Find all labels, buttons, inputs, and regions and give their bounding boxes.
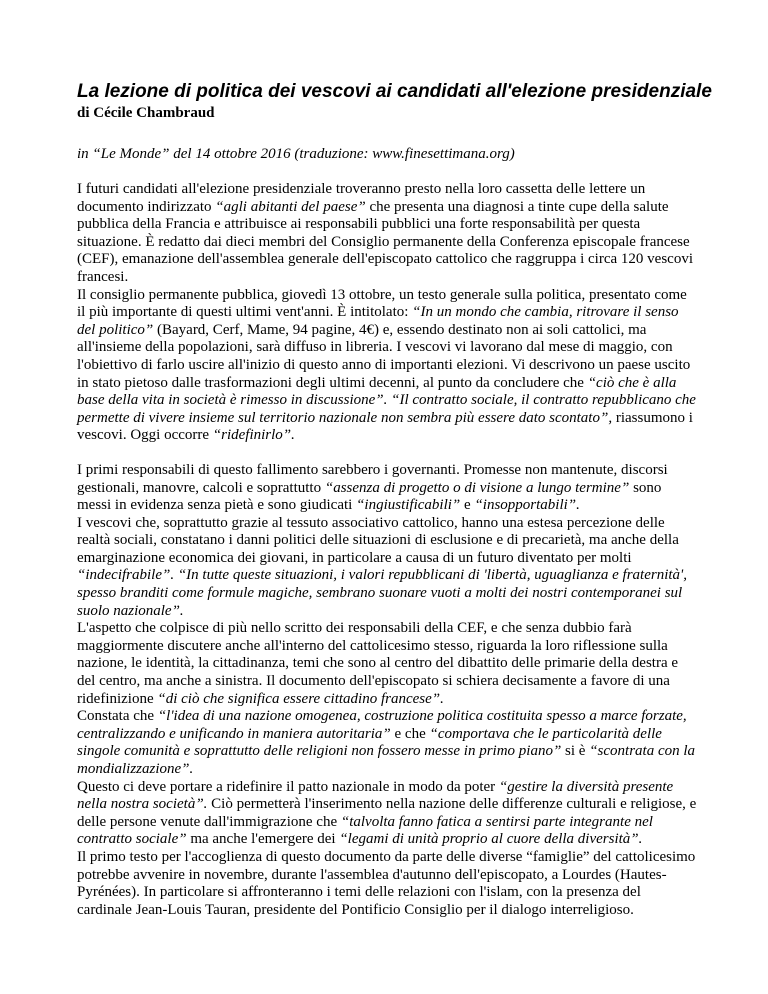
document-page (77, 80, 712, 919)
quoted-text: “indecifrabile”. “In tutte queste situazioni, i valori repubblicani di 'libertà, uguaglianza e fraternità', spesso branditi come formule magiche, sembrano suonare vuoti a molti dei nostri contemporanei sul suolo nazionale”. (77, 567, 688, 619)
article-author: di Cécile Chambraud (77, 105, 215, 121)
quoted-text: “talvolta fanno fatica a sentirsi parte integrante nel contratto sociale” (77, 813, 653, 848)
paragraph-text: I futuri candidati all'elezione presidenziale troveranno presto nella loro cassetta delle lettere un documento indirizzato (77, 181, 646, 215)
paragraph-text: Il consiglio permanente pubblica, giovedì 13 ottobre, un testo generale sulla politica, presentato come il più importante di questi ultimi vent'anni. È intitolato: (77, 286, 687, 321)
paragraph-text: Constata che (77, 708, 158, 725)
quoted-text: “ingiustificabili” (356, 497, 461, 514)
quoted-text: “l'idea di una nazione omogenea, costruzione politica costituita spesso a marce forzate, centralizzando e unificando in maniera autoritaria” (77, 708, 687, 742)
quoted-text: “comportava che le particolarità delle singole comunità e soprattutto delle religioni non fossero messe in primo piano” (77, 725, 662, 760)
body-paragraph (77, 779, 697, 849)
paragraph-text: riassumono i vescovi. Oggi occorre (77, 409, 693, 444)
quoted-text: “scontrata con la mondializzazione”. (77, 743, 696, 777)
paragraph-text: Il primo testo per l'accoglienza di questo documento da parte delle diverse “famiglie” del cattolicesimo potrebbe avvenire in novembre, durante l'assemblea d'autunno dell'episcopato, a Lourdes (Hautes-Pyrénées). In particolare si affronteranno i temi delle relazioni con l'islam, con la presenza del cardinale Jean-Louis Tauran, presidente del Pontificio Consiglio per il dialogo interreligioso. (77, 848, 696, 918)
quoted-text: “legami di unità proprio al cuore della diversità”. (339, 831, 643, 848)
quoted-text: “In un mondo che cambia, ritrovare il senso del politico” (77, 304, 679, 338)
paragraph-text: (Bayard, Cerf, Mame, 94 pagine, 4€) e, essendo destinato non ai soli cattolici, ma all'insieme della popolazioni, sarà diffuso in libreria. I vescovi vi lavorano dal mese di maggio, con l'obiettivo di farlo uscire all'inizio di questo anno di importanti elezioni. Vi descrivono un paese uscito in stato pietoso dalle trasformazioni degli ultimi decenni, al punto da concludere che (77, 321, 691, 391)
quoted-text: “gestire la diversità presente nella nostra società”. (77, 778, 674, 813)
paragraph-text: Ciò permetterà l'inserimento nella nazione delle differenze culturali e religiose, e delle persone venute dall'immigrazione che (77, 796, 697, 830)
body-paragraph (77, 849, 697, 919)
body-paragraph (77, 708, 697, 778)
body-paragraph (77, 181, 697, 287)
quoted-text: “di ciò che significa essere cittadino francese”. (157, 690, 444, 707)
article-title: La lezione di politica dei vescovi ai candidati all'elezione presidenziale (77, 81, 712, 102)
quoted-text: “insopportabili”. (474, 497, 580, 514)
paragraph-text: che presenta una diagnosi a tinte cupe della salute pubblica della Francia e attribuisce ai responsabili pubblici una forte responsabilità per questa situazione. È redatto dai dieci membri del Consiglio permanente della Conferenza episcopale francese (CEF), emanazione dell'assemblea generale dell'episcopato cattolico che raggruppa i circa 120 vescovi francesi. (77, 198, 693, 285)
body-paragraph (77, 287, 697, 445)
paragraph-text: ma anche l'emergere dei (186, 831, 340, 848)
quoted-text: “ridefinirlo”. (212, 427, 295, 444)
paragraph-text: sono messi in evidenza senza pietà e sono giudicati (77, 479, 662, 514)
body-paragraph (77, 462, 697, 515)
paragraph-text: e (460, 497, 475, 514)
paragraph-text: e che (390, 725, 430, 742)
quoted-text: “agli abitanti del paese” (215, 198, 366, 215)
paragraph-text: L'aspetto che colpisce di più nello scritto dei responsabili della CEF, e che senza dubbio farà maggiormente discutere anche all'interno del cattolicesimo stesso, riguarda la loro riflessione sulla nazione, le identità, la cittadinanza, temi che sono al centro del dibattito delle primarie della destra e del centro, ma anche a sinistra. Il documento dell'episcopato si schiera decisamente a favore di una ridefinizione (77, 620, 679, 707)
article-source: in “Le Monde” del 14 ottobre 2016 (traduzione: www.finesettimana.org) (77, 146, 515, 162)
paragraph-text: si è (561, 743, 590, 760)
quoted-text: “assenza di progetto o di visione a lungo termine” (324, 479, 630, 496)
article-body (77, 181, 697, 919)
paragraph-text: Questo ci deve portare a ridefinire il patto nazionale in modo da poter (77, 778, 499, 795)
quoted-text: “ciò che è alla base della vita in società è rimesso in discussione”. “Il contratto sociale, il contratto repubblicano che permette di vivere insieme sul territorio nazionale non sembra più essere dato scontato”, (77, 374, 696, 426)
paragraph-text: I vescovi che, soprattutto grazie al tessuto associativo cattolico, hanno una estesa percezione delle realtà sociali, constatano i danni politici delle situazioni di esclusione e di precarietà, ma anche della emarginazione economica dei giovani, in particolare a causa di un futuro diventato per molti (77, 514, 679, 566)
body-paragraph (77, 515, 697, 621)
body-paragraph (77, 620, 697, 708)
paragraph-text: I primi responsabili di questo fallimento sarebbero i governanti. Promesse non mantenute, discorsi gestionali, manovre, calcoli e soprattutto (77, 461, 668, 496)
